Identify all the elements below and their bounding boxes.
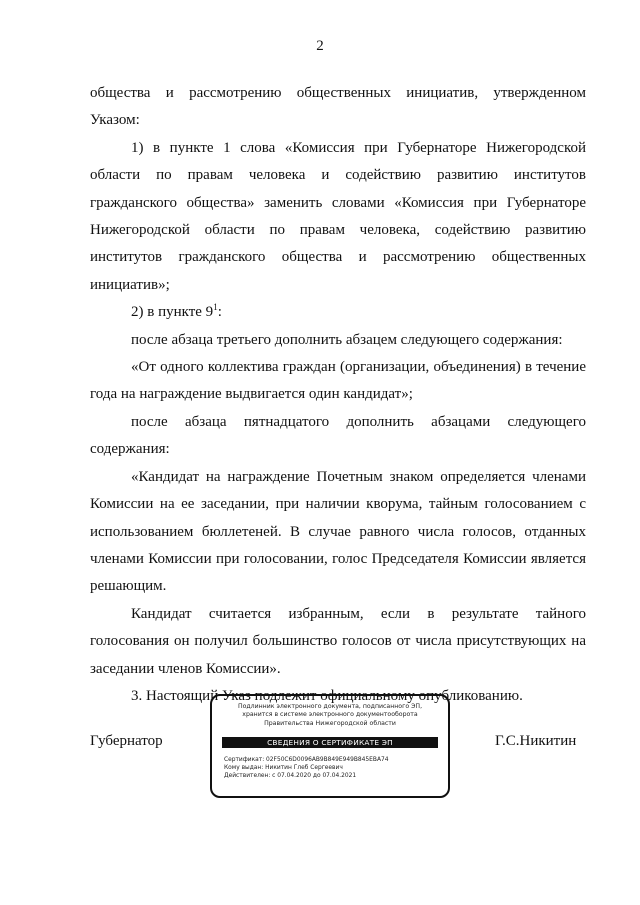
stamp-line-1: Подлинник электронного документа, подписанного ЭП,	[237, 703, 423, 710]
paragraph-after-third: после абзаца третьего дополнить абзацем следующего содержания:	[131, 331, 563, 348]
item-2-text: 2) в пункте 9	[131, 304, 214, 321]
paragraph-item-1: 1) в пункте 1 слова «Комиссия при Губернаторе Нижегородской области по правам человека и содействию развитию институтов гражданского общества» заменить словами «Комиссия при Губернаторе Нижегородской области по правам человека, содействию развитию институтов гражданского общества и рассмотрению общественных инициатив»;	[90, 139, 586, 293]
stamp-title-bar: СВЕДЕНИЯ О СЕРТИФИКАТЕ ЭП	[222, 737, 438, 748]
stamp-valid: Действителен: с 07.04.2020 до 07.04.2021	[224, 773, 357, 780]
page-number: 2	[316, 38, 324, 54]
signature-name: Г.С.Никитин	[495, 733, 577, 749]
electronic-signature-stamp	[210, 694, 450, 798]
paragraph-quote-candidate: «Кандидат на награждение Почетным знаком определяется членами Комиссии на ее заседании, при наличии кворума, тайным голосованием с использованием бюллетеней. В случае равного числа голосов, отданных членами Комиссии при голосовании, голос Председателя Комиссии является решающим.	[90, 468, 586, 595]
stamp-issued-to: Кому выдан: Никитин Глеб Сергеевич	[224, 765, 343, 772]
stamp-certificate: Сертификат: 02F50C6D0096AB9B849E949B845EBA74	[224, 757, 389, 764]
paragraph-continuation-end: Указом:	[90, 112, 140, 129]
signature-position: Губернатор	[90, 733, 163, 749]
stamp-line-2: хранится в системе электронного документооборота	[242, 711, 418, 719]
paragraph-after-fifteenth: после абзаца пятнадцатого дополнить абзацами следующего содержания:	[90, 413, 586, 458]
stamp-header	[212, 703, 448, 728]
item-2-superscript: 1	[213, 302, 218, 313]
item-2-colon: :	[217, 304, 222, 321]
paragraph-continuation: общества и рассмотрению общественных инициатив, утвержденном	[90, 85, 586, 101]
paragraph-quote-one-candidate: «От одного коллектива граждан (организации, объединения) в течение года на награждение выдвигается один кандидат»;	[90, 359, 586, 403]
paragraph-item-2	[90, 299, 586, 326]
stamp-line-3: Правительства Нижегородской области	[264, 719, 396, 727]
document-body	[90, 80, 586, 710]
stamp-certificate-info	[224, 756, 448, 780]
paragraph-candidate-elected: Кандидат считается избранным, если в результате тайного голосования он получил большинство голосов от числа присутствующих на заседании членов Комиссии».	[90, 605, 586, 677]
paragraph-publication: 3. Настоящий Указ подлежит официальному опубликованию.	[131, 687, 523, 704]
